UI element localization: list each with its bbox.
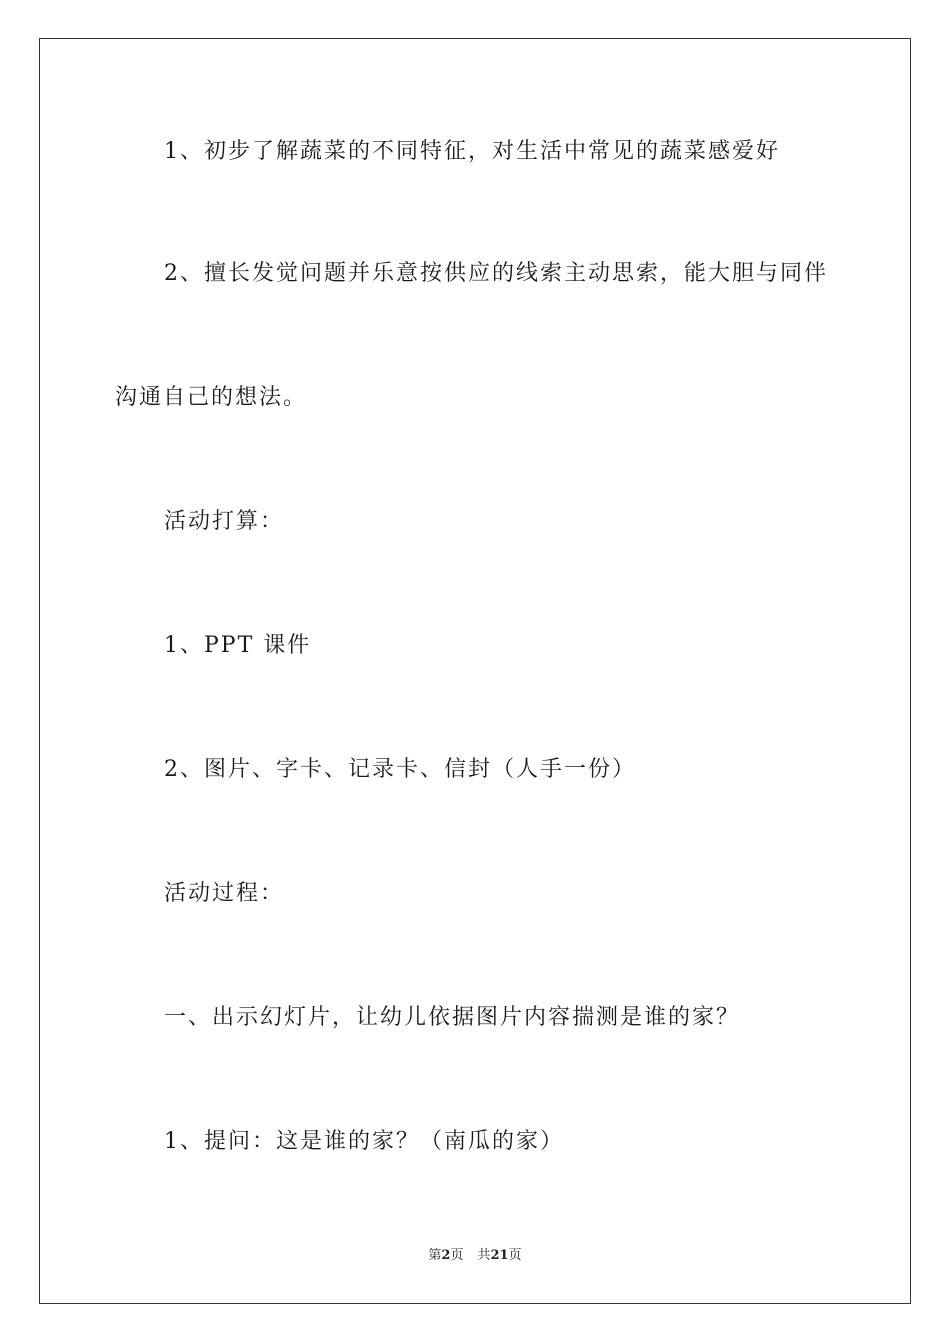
paragraph-preparation-1: 1、PPT 课件 <box>164 633 312 658</box>
footer-page-number: 2 <box>441 1248 451 1263</box>
footer-page-prefix: 第 <box>428 1248 442 1263</box>
paragraph-goal-2-continued: 沟通自己的想法。 <box>115 385 308 410</box>
heading-process: 活动过程： <box>164 881 285 906</box>
footer-total-prefix: 共 <box>477 1248 491 1263</box>
paragraph-preparation-2: 2、图片、字卡、记录卡、信封（人手一份） <box>164 757 636 782</box>
paragraph-process-question-1: 1、提问：这是谁的家？（南瓜的家） <box>164 1129 564 1154</box>
paragraph-goal-1: 1、初步了解蔬菜的不同特征，对生活中常见的蔬菜感爱好 <box>164 139 780 164</box>
footer-page-suffix: 页 <box>450 1248 464 1263</box>
footer-total-pages: 21 <box>490 1248 509 1263</box>
page-border <box>39 38 911 1304</box>
heading-preparation: 活动打算： <box>164 509 285 534</box>
paragraph-goal-2: 2、擅长发觉问题并乐意按供应的线索主动思索，能大胆与同伴 <box>164 261 828 286</box>
page-footer <box>0 1247 950 1265</box>
paragraph-process-step-1: 一、出示幻灯片，让幼儿依据图片内容揣测是谁的家？ <box>164 1005 741 1030</box>
footer-total-suffix: 页 <box>508 1248 522 1263</box>
